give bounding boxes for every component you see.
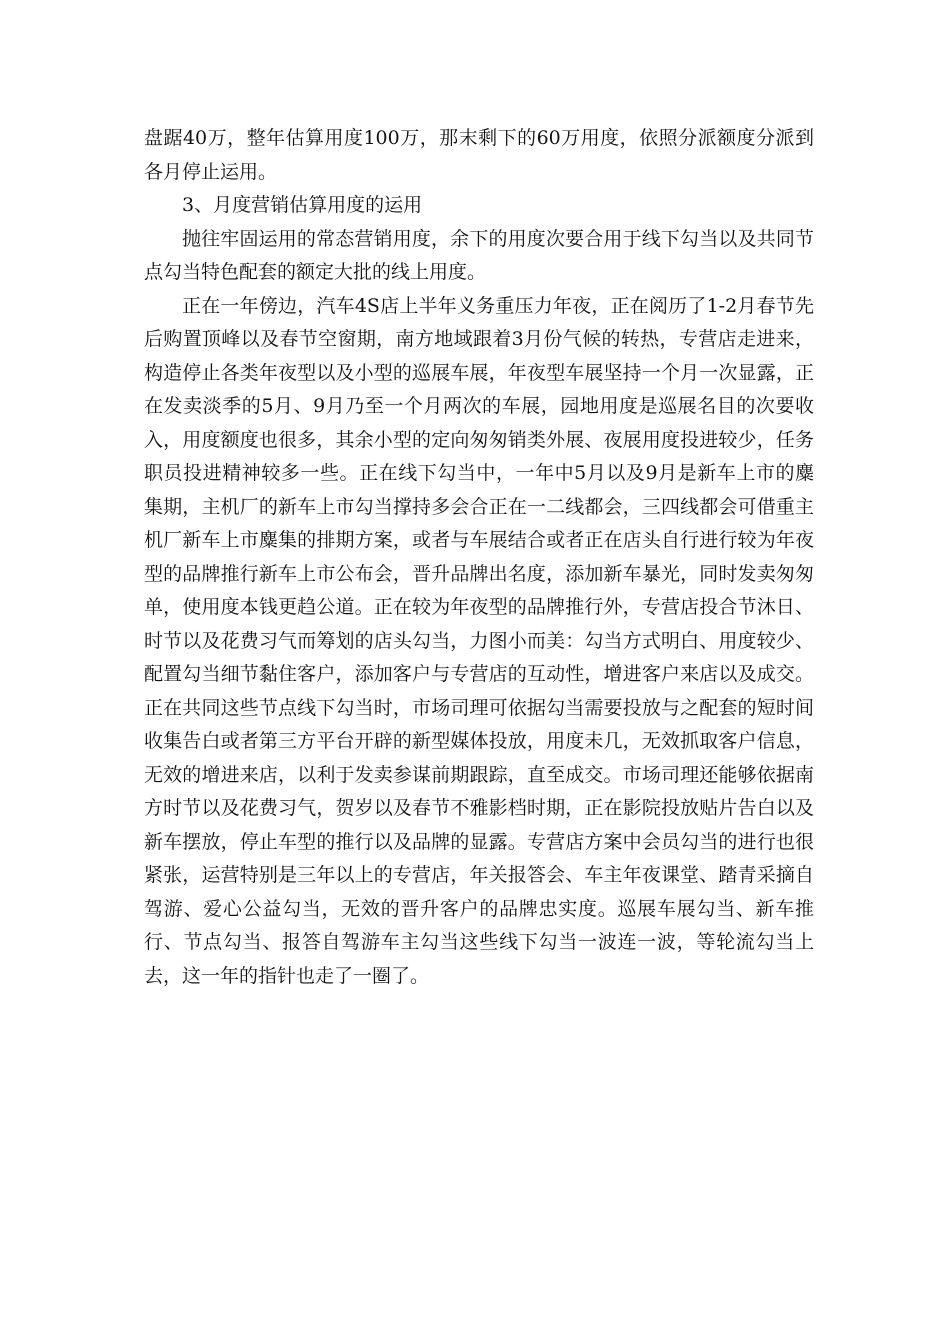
paragraph-annual-activities: 正在一年傍边，汽车4S店上半年义务重压力年夜，正在阅历了1-2月春节先后购置顶峰以及春节空窗期，南方地域跟着3月份气候的转热，专营店走进来，构造停止各类年夜型以及小型的巡展车展，年夜型车展坚持一个月一次显露，正在发卖淡季的5月、9月乃至一个月两次的车展，园地用度是巡展名目的次要收入，用度额度也很多，其余小型的定向匆匆销类外展、夜展用度投进较少，任务职员投进精神较多一些。正在线下勾当中，一年中5月以及9月是新车上市的麋集期，主机厂的新车上市勾当撑持多会合正在一二线都会，三四线都会可借重主机厂新车上市麋集的排期方案，或者与车展结合或者正在店头自行进行较为年夜型的品牌推行新车上市公布会，晋升品牌出名度，添加新车暴光，同时发卖匆匆单，使用度本钱更趋公道。正在较为年夜型的品牌推行外，专营店投合节沐日、时节以及花费习气而筹划的店头勾当，力图小而美：勾当方式明白、用度较少、配置勾当细节黏住客户，添加客户与专营店的互动性，增进客户来店以及成交。正在共同这些节点线下勾当时，市场司理可依据勾当需要投放与之配套的短时间收集告白或者第三方平台开辟的新型媒体投放，用度未几，无效抓取客户信息，无效的增进来店，以利于发卖参谋前期跟踪，直至成交。市场司理还能够依据南方时节以及花费习气，贺岁以及春节不雅影档时期，正在影院投放贴片告白以及新车摆放，停止车型的推行以及品牌的显露。专营店方案中会员勾当的进行也很紧张，运营特别是三年以上的专营店，年关报答会、车主年夜课堂、踏青采摘自驾游、爱心公益勾当，无效的晋升客户的品牌忠实度。巡展车展勾当、新车推行、节点勾当、报答自驾游车主勾当这些线下勾当一波连一波，等轮流勾当上去，这一年的指针也走了一圈了。 <box>144 294 814 987</box>
section-heading: 3、月度营销估算用度的运用 <box>182 194 423 216</box>
paragraph-budget-usage: 抛往牢固运用的常态营销用度，余下的用度次要合用于线下勾当以及共同节点勾当特色配套的额定大批的线上用度。 <box>144 227 814 283</box>
paragraph-continuation: 盘踞40万，整年估算用度100万，那末剩下的60万用度，依照分派额度分派到各月停止运用。 <box>144 127 814 183</box>
document-body <box>144 122 814 993</box>
